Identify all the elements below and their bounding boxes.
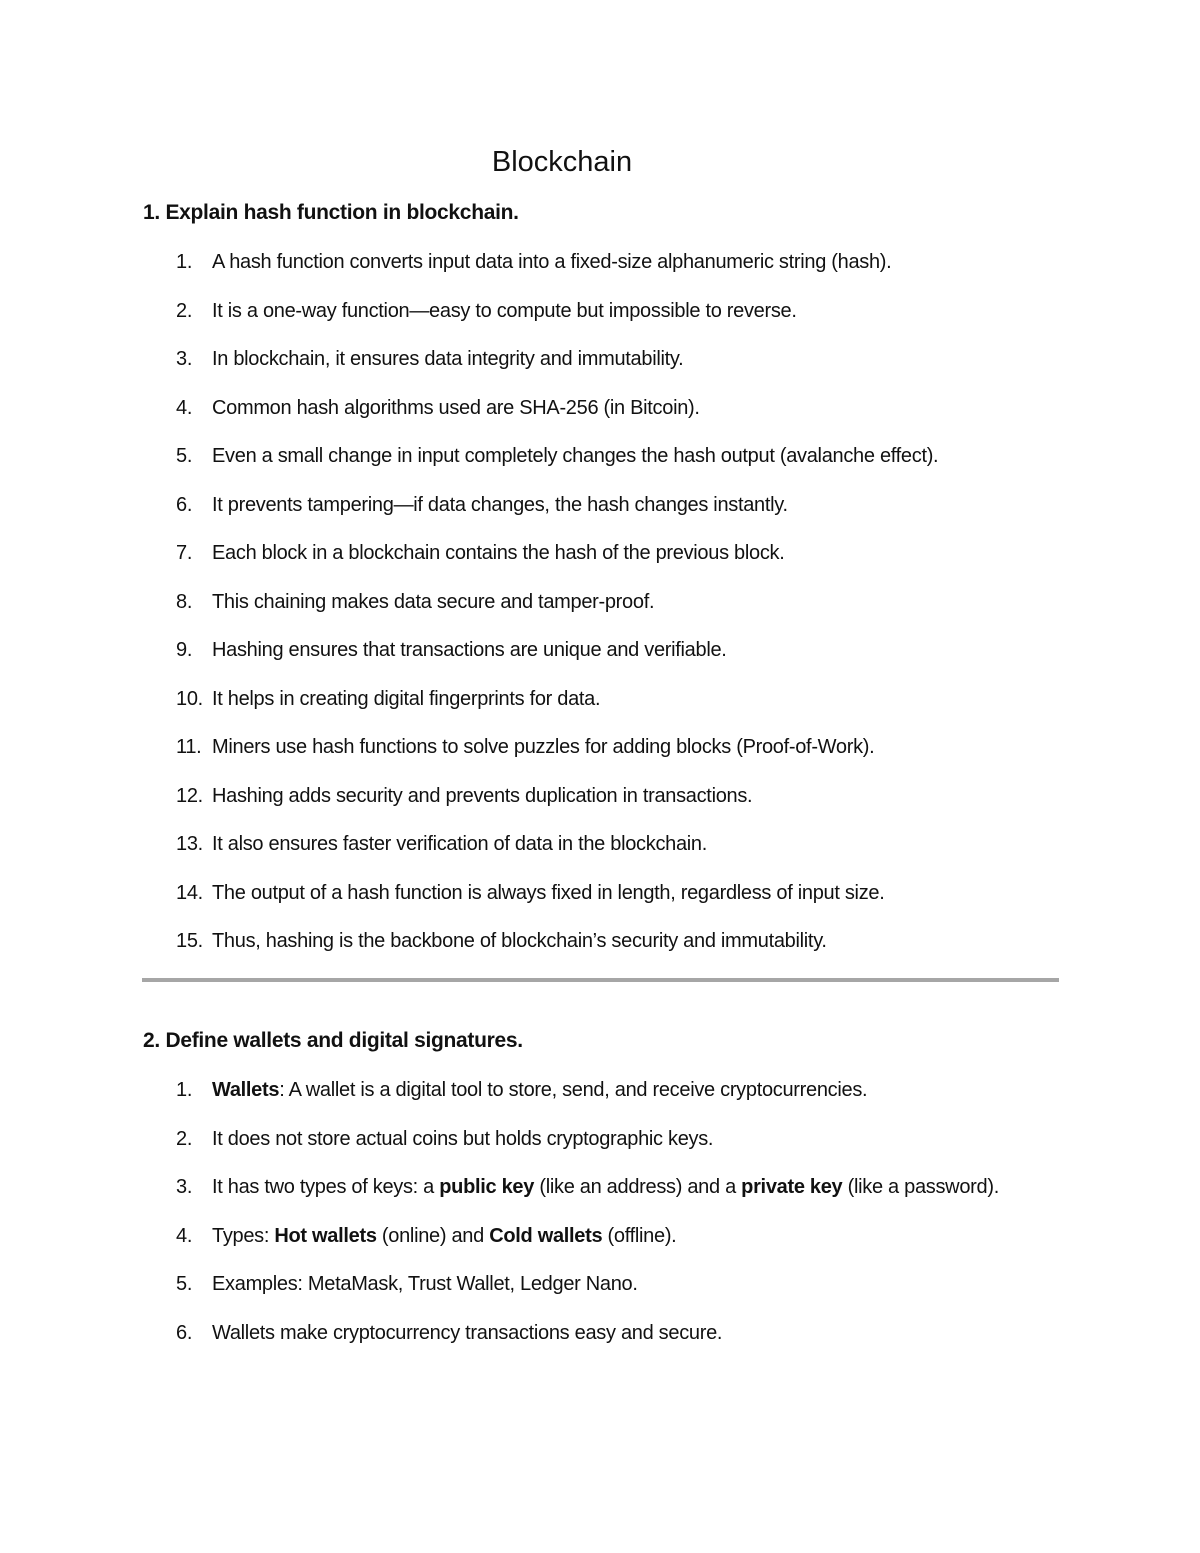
list-item (143, 536, 1063, 570)
section-hash-function (143, 197, 1063, 973)
list-item-number: 4. (176, 1224, 193, 1247)
list-item-number: 1. (176, 1079, 193, 1101)
list-item-text: It prevents tampering—if data changes, the hash changes instantly. (212, 493, 788, 516)
list-item-text: A hash function converts input data into a fixed-size alphanumeric string (hash). (212, 251, 892, 273)
text-run: It does not store actual coins but holds cryptographic keys. (212, 1127, 714, 1150)
text-run: Examples: MetaMask, Trust Wallet, Ledger Nano. (212, 1273, 638, 1295)
list-item-number: 15. (176, 930, 203, 952)
list-item (143, 779, 1063, 813)
list-item-text: It helps in creating digital fingerprints for data. (212, 687, 601, 710)
list-item-number: 4. (176, 396, 193, 419)
list-item-text (212, 1225, 676, 1247)
list-item (143, 294, 1063, 328)
text-run: : A wallet is a digital tool to store, send, and receive cryptocurrencies. (279, 1079, 868, 1101)
emphasized-term: Cold wallets (489, 1224, 603, 1247)
section-heading: 2. Define wallets and digital signatures. (143, 1029, 523, 1052)
list-item-text: This chaining makes data secure and tamper-proof. (212, 590, 655, 613)
list-item (143, 1267, 1063, 1301)
list-item-number: 13. (176, 833, 203, 855)
emphasized-term: public key (439, 1176, 535, 1198)
emphasized-term: Hot wallets (274, 1224, 377, 1247)
list-item (143, 633, 1063, 667)
list-item-text: Even a small change in input completely changes the hash output (avalanche effect). (212, 445, 939, 467)
list-item-number: 6. (176, 1321, 193, 1344)
list-item-text: Common hash algorithms used are SHA-256 (in Bitcoin). (212, 396, 700, 419)
list-item (143, 1316, 1063, 1350)
text-run: (like an address) and a (534, 1176, 742, 1198)
list-item-number: 9. (176, 639, 193, 661)
list-item (143, 1219, 1063, 1253)
list-item-number: 2. (176, 299, 193, 322)
emphasized-term: private key (741, 1176, 843, 1198)
list-item-number: 6. (176, 493, 193, 516)
section-heading: 1. Explain hash function in blockchain. (143, 201, 519, 224)
list-item-text (212, 1273, 638, 1295)
list-item-number: 2. (176, 1127, 193, 1150)
list-item-number: 14. (176, 881, 203, 904)
numbered-list (143, 245, 1063, 958)
text-run: (offline). (602, 1224, 677, 1247)
list-item-text (212, 1322, 722, 1344)
list-item-text: Each block in a blockchain contains the hash of the previous block. (212, 542, 785, 564)
list-item (143, 585, 1063, 619)
list-item-text: Hashing adds security and prevents duplication in transactions. (212, 784, 753, 807)
list-item (143, 730, 1063, 764)
list-item-number: 12. (176, 784, 203, 807)
list-item (143, 876, 1063, 910)
section-wallets (143, 1025, 1063, 1364)
text-run: It has two types of keys: a (212, 1176, 440, 1198)
text-run: Wallets make cryptocurrency transactions easy and secure. (212, 1321, 723, 1344)
emphasized-term: Wallets (212, 1079, 280, 1101)
list-item (143, 1122, 1063, 1156)
list-item-number: 10. (176, 687, 203, 710)
text-run: (like a password). (842, 1176, 999, 1198)
list-item (143, 924, 1063, 958)
list-item-text (212, 1176, 999, 1198)
list-item (143, 1073, 1063, 1107)
text-run: Types: (212, 1224, 275, 1247)
document-title: Blockchain (491, 146, 633, 178)
list-item-text: It also ensures faster verification of data in the blockchain. (212, 833, 708, 855)
list-item-number: 7. (176, 542, 193, 564)
list-item-number: 8. (176, 590, 193, 613)
list-item-text: Hashing ensures that transactions are unique and verifiable. (212, 639, 727, 661)
list-item (143, 391, 1063, 425)
horizontal-divider (142, 978, 1059, 982)
list-item-number: 5. (176, 445, 193, 467)
list-item-text: Thus, hashing is the backbone of blockchain’s security and immutability. (212, 930, 827, 952)
numbered-list (143, 1073, 1063, 1350)
list-item-number: 5. (176, 1273, 193, 1295)
list-item-text: In blockchain, it ensures data integrity and immutability. (212, 348, 684, 370)
list-item (143, 1170, 1063, 1204)
list-item-text (212, 1079, 867, 1101)
list-item (143, 488, 1063, 522)
list-item-number: 3. (176, 348, 193, 370)
list-item-text: The output of a hash function is always fixed in length, regardless of input size. (212, 881, 885, 904)
text-run: (online) and (376, 1224, 490, 1247)
list-item-text: Miners use hash functions to solve puzzles for adding blocks (Proof-of-Work). (212, 736, 875, 758)
list-item-number: 1. (176, 251, 193, 273)
list-item-text: It is a one-way function—easy to compute but impossible to reverse. (212, 299, 797, 322)
list-item (143, 682, 1063, 716)
list-item (143, 827, 1063, 861)
list-item-number: 11. (176, 736, 202, 758)
list-item-text (212, 1128, 713, 1150)
list-item (143, 245, 1063, 279)
list-item (143, 439, 1063, 473)
list-item (143, 342, 1063, 376)
list-item-number: 3. (176, 1176, 193, 1198)
